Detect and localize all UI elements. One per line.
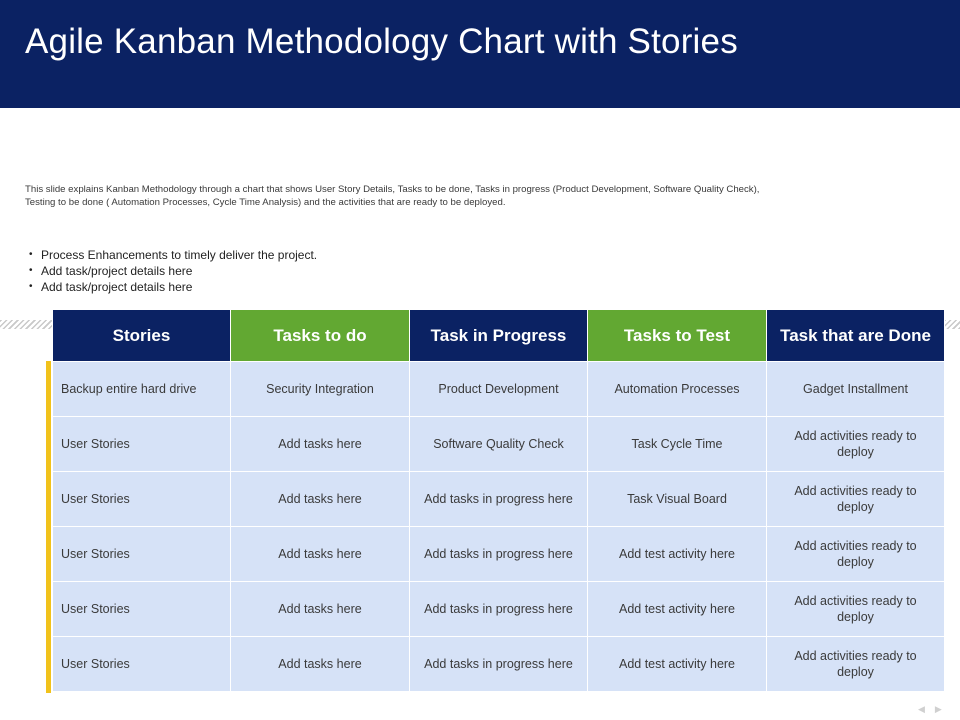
slide-nav [918,704,952,715]
table-cell: Gadget Installment [767,362,945,417]
table-cell: Task Cycle Time [588,417,767,472]
table-cell: Add test activity here [588,527,767,582]
column-header-task-in-progress: Task in Progress [410,310,588,362]
decorative-hatch-left [0,320,52,329]
kanban-table [52,309,945,692]
table-cell: Add tasks in progress here [410,582,588,637]
table-cell: Task Visual Board [588,472,767,527]
table-row [53,417,945,472]
table-cell: Add tasks here [231,417,410,472]
table-cell: Add activities ready to deploy [767,417,945,472]
table-cell: Add activities ready to deploy [767,472,945,527]
table-cell: Add test activity here [588,637,767,692]
table-cell: Add tasks here [231,582,410,637]
page-title: Agile Kanban Methodology Chart with Stories [25,22,738,61]
table-cell: Backup entire hard drive [53,362,231,417]
table-cell: Add tasks here [231,527,410,582]
column-header-tasks-to-do: Tasks to do [231,310,410,362]
slide-description: This slide explains Kanban Methodology through a chart that shows User Story Details, Tasks to be done, Tasks in progress (Product Development, Software Quality Check), Testing to be done ( Automation Processes, Cycle Time Analysis) and the activities that are ready to be deployed. [25,184,760,208]
accent-bar [46,361,51,693]
triangle-right-icon[interactable]: ▶ [934,704,952,714]
table-cell: User Stories [53,582,231,637]
column-header-tasks-to-test: Tasks to Test [588,310,767,362]
table-cell: User Stories [53,637,231,692]
table-cell: Add test activity here [588,582,767,637]
bullet-item: • Process Enhancements to timely deliver the project. [25,247,317,263]
table-row [53,637,945,692]
table-row [53,582,945,637]
table-cell: Add activities ready to deploy [767,582,945,637]
table-cell: Automation Processes [588,362,767,417]
title-banner [0,0,960,108]
table-cell: Security Integration [231,362,410,417]
column-header-stories: Stories [53,310,231,362]
decorative-hatch-right [944,320,960,329]
table-row [53,472,945,527]
table-cell: User Stories [53,472,231,527]
table-cell: Add activities ready to deploy [767,527,945,582]
table-cell: Add activities ready to deploy [767,637,945,692]
table-cell: Add tasks in progress here [410,472,588,527]
table-cell: User Stories [53,527,231,582]
table-cell: Add tasks here [231,472,410,527]
table-cell: Add tasks in progress here [410,527,588,582]
bullet-list [25,247,317,295]
table-cell: User Stories [53,417,231,472]
triangle-left-icon[interactable]: ◀ [918,704,935,714]
table-header-row [53,310,945,362]
bullet-item: • Add task/project details here [25,279,317,295]
table-cell: Add tasks in progress here [410,637,588,692]
table-cell: Software Quality Check [410,417,588,472]
table-row [53,362,945,417]
column-header-task-done: Task that are Done [767,310,945,362]
bullet-item: • Add task/project details here [25,263,317,279]
table-cell: Product Development [410,362,588,417]
table-row [53,527,945,582]
table-cell: Add tasks here [231,637,410,692]
